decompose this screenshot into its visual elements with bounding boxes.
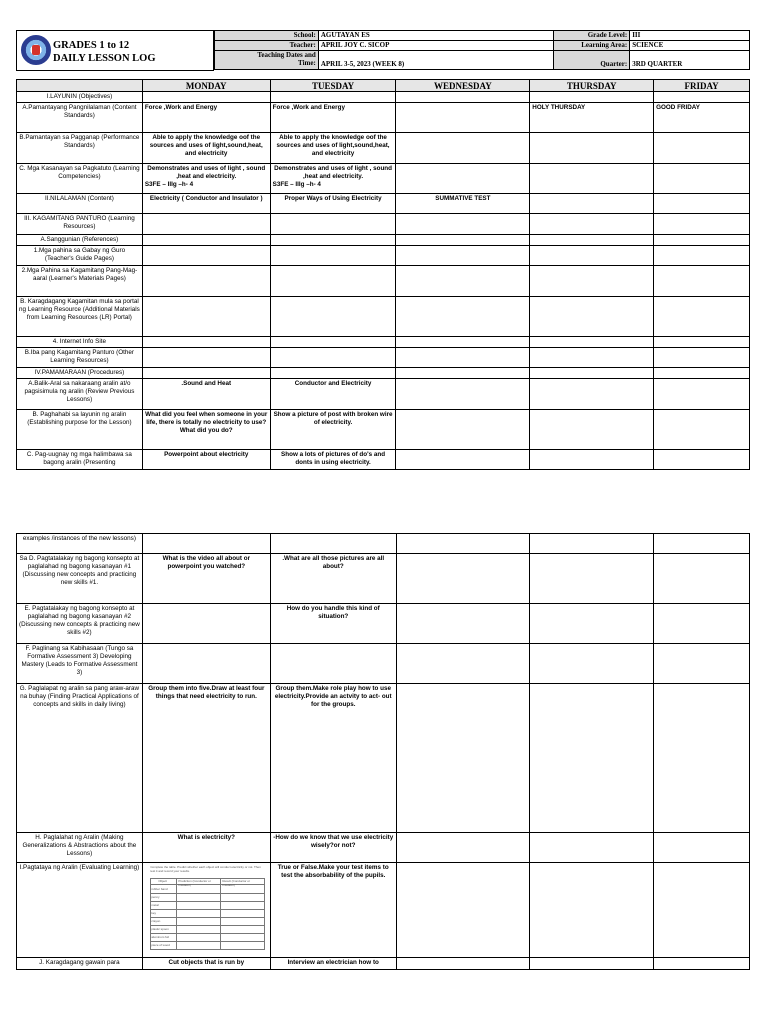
- thursday-cell: [530, 133, 654, 164]
- table-row: [17, 604, 750, 644]
- tuesday-cell: -How do we know that we use electricity wisely?or not?: [270, 833, 396, 863]
- table-row: [17, 133, 750, 164]
- wednesday-cell: [396, 450, 530, 470]
- friday-cell: [654, 554, 750, 604]
- thursday-cell: [530, 235, 654, 246]
- wednesday-cell: [396, 379, 530, 410]
- thursday-cell: [530, 684, 654, 833]
- wednesday-cell: [396, 214, 530, 235]
- friday-cell: [654, 604, 750, 644]
- friday-cell: [654, 246, 750, 266]
- thursday-cell: [530, 604, 654, 644]
- competency-text: Demonstrates and uses of light , sound ,heat and electricity.: [147, 165, 266, 180]
- friday-cell: [654, 92, 750, 103]
- row-label: I.Pagtataya ng Aralin (Evaluating Learning): [17, 863, 143, 958]
- tuesday-cell: Conductor and Electricity: [270, 379, 396, 410]
- row-label: G. Paglalapat ng aralin sa pang araw-araw na buhay (Finding Practical Applications of concepts and skills in daily living): [17, 684, 143, 833]
- row-label: B. Karagdagang Kagamitan mula sa portal ng Learning Resource (Additional Materials from Learning Resources (LR) Portal): [17, 297, 143, 337]
- monday-cell: Powerpoint about electricity: [142, 450, 270, 470]
- row-label: 4. Internet Info Site: [17, 337, 143, 348]
- thursday-cell: [530, 214, 654, 235]
- table-row: [17, 644, 750, 684]
- thursday-cell: [530, 450, 654, 470]
- wednesday-cell: [396, 266, 530, 297]
- tuesday-cell: [270, 164, 396, 194]
- monday-cell: [142, 297, 270, 337]
- wednesday-cell: [396, 410, 530, 450]
- worksheet-col-prediction: Prediction (Conductor or Insulator): [178, 879, 211, 887]
- tuesday-cell: Interview an electrician how to: [270, 958, 396, 970]
- day-wednesday: WEDNESDAY: [396, 80, 530, 92]
- friday-cell: [654, 348, 750, 368]
- tuesday-cell: [270, 235, 396, 246]
- tuesday-cell: Proper Ways of Using Electricity: [270, 194, 396, 214]
- school-label: School:: [215, 31, 319, 41]
- friday-cell: [654, 379, 750, 410]
- worksheet-col-result: Result (Conductor or Insulator): [222, 879, 250, 887]
- monday-cell: [142, 863, 270, 958]
- wednesday-cell: [396, 368, 530, 379]
- row-label: E. Pagtatalakay ng bagong konsepto at paglalahad ng bagong kasanayan #2 (Discussing new concepts & practicing new skills #2): [17, 604, 143, 644]
- wednesday-cell: [396, 833, 530, 863]
- row-label: J. Karagdagang gawain para: [17, 958, 143, 970]
- thursday-cell: [530, 863, 654, 958]
- table-row: [17, 194, 750, 214]
- monday-cell: [142, 337, 270, 348]
- grade-level-value: III: [630, 31, 750, 41]
- day-tuesday: TUESDAY: [270, 80, 396, 92]
- row-label: A.Balik-Aral sa nakaraang aralin at/o pagsisimula ng aralin (Review Previous Lessons): [17, 379, 143, 410]
- tuesday-cell: Able to apply the knowledge oof the sources and uses of light,sound,heat, and electricity: [270, 133, 396, 164]
- worksheet-instructions: Complete the table. Predict whether each object will conduct electricity or not. Then test it and record your results.: [150, 865, 261, 873]
- monday-cell: Cut objects that is run by: [142, 958, 270, 970]
- friday-cell: [654, 368, 750, 379]
- friday-cell: [654, 266, 750, 297]
- table-row: [17, 534, 750, 554]
- tuesday-cell: True or False.Make your test items to test the absorbability of the pupils.: [270, 863, 396, 958]
- day-friday: FRIDAY: [654, 80, 750, 92]
- learning-area-value: SCIENCE: [630, 41, 750, 51]
- friday-cell: [654, 863, 750, 958]
- friday-cell: [654, 534, 750, 554]
- competency-code: S3FE – IIIg –h- 4: [272, 181, 321, 188]
- table-row: [17, 92, 750, 103]
- tuesday-cell: [270, 266, 396, 297]
- monday-cell: [142, 604, 270, 644]
- row-label: C. Pag-uugnay ng mga halimbawa sa bagong aralin (Presenting: [17, 450, 143, 470]
- friday-cell: GOOD FRIDAY: [654, 103, 750, 133]
- tuesday-cell: Show a lots of pictures of do's and donts in using electricity.: [270, 450, 396, 470]
- day-monday: MONDAY: [142, 80, 270, 92]
- table-row: [17, 410, 750, 450]
- row-label: F. Paglinang sa Kabihasaan (Tungo sa Formative Assessment 3) Developing Mastery (Leads to Formative Assessment 3): [17, 644, 143, 684]
- thursday-cell: [530, 644, 654, 684]
- wednesday-cell: SUMMATIVE TEST: [396, 194, 530, 214]
- wednesday-cell: [396, 235, 530, 246]
- row-label: B. Paghahabi sa layunin ng aralin (Establishing purpose for the Lesson): [17, 410, 143, 450]
- thursday-cell: [530, 246, 654, 266]
- worksheet-item: plastic spoon: [151, 927, 169, 931]
- row-label: A.Sanggunian (References): [17, 235, 143, 246]
- grade-level-label: Grade Level:: [554, 31, 630, 41]
- table-row: [17, 103, 750, 133]
- lesson-grid-page2: [16, 533, 750, 970]
- monday-cell: [142, 214, 270, 235]
- monday-cell: [142, 246, 270, 266]
- monday-cell: [142, 164, 270, 194]
- learning-area-label: Learning Area:: [554, 41, 630, 51]
- evaluation-worksheet-image: [146, 864, 266, 952]
- tuesday-cell: [270, 297, 396, 337]
- thursday-cell: [530, 833, 654, 863]
- thursday-cell: HOLY THURSDAY: [530, 103, 654, 133]
- wednesday-cell: [396, 297, 530, 337]
- tuesday-cell: [270, 644, 396, 684]
- monday-cell: [142, 348, 270, 368]
- table-row: [17, 266, 750, 297]
- wednesday-cell: [396, 246, 530, 266]
- tuesday-cell: [270, 348, 396, 368]
- worksheet-item: crayon: [151, 919, 161, 923]
- form-title-line1: GRADES 1 to 12: [53, 40, 130, 51]
- row-label: Sa D. Pagtatalakay ng bagong konsepto at paglalahad ng bagong kasanayan #1 (Discussing new concepts and practicing new skills #1.: [17, 554, 143, 604]
- competency-code: S3FE – IIIg –h- 4: [144, 181, 194, 188]
- row-label: II.NILALAMAN (Content): [17, 194, 143, 214]
- thursday-cell: [530, 194, 654, 214]
- wednesday-cell: [396, 348, 530, 368]
- thursday-cell: [530, 337, 654, 348]
- worksheet-item: penny: [151, 895, 160, 899]
- competency-text: Demonstrates and uses of light , sound ,heat and electricity.: [274, 165, 393, 180]
- quarter-value: 3RD QUARTER: [630, 51, 750, 70]
- tuesday-cell: [270, 368, 396, 379]
- wednesday-cell: [396, 958, 530, 970]
- thursday-cell: [530, 410, 654, 450]
- teacher-value: APRIL JOY C. SICOP: [318, 41, 554, 51]
- row-label: III. KAGAMITANG PANTURO (Learning Resources): [17, 214, 143, 235]
- monday-cell: What is electricity?: [142, 833, 270, 863]
- monday-cell: [142, 368, 270, 379]
- day-thursday: THURSDAY: [530, 80, 654, 92]
- tuesday-cell: [270, 246, 396, 266]
- tuesday-cell: How do you handle this kind of situation?: [270, 604, 396, 644]
- wednesday-cell: [396, 164, 530, 194]
- worksheet-item: rubber band: [151, 887, 168, 891]
- table-row: [17, 246, 750, 266]
- wednesday-cell: [396, 92, 530, 103]
- wednesday-cell: [396, 133, 530, 164]
- monday-cell: What is the video all about or powerpoint you watched?: [142, 554, 270, 604]
- friday-cell: [654, 235, 750, 246]
- day-header-row: [17, 80, 750, 92]
- tuesday-cell: [270, 92, 396, 103]
- table-row: [17, 348, 750, 368]
- thursday-cell: [530, 379, 654, 410]
- table-row: [17, 164, 750, 194]
- friday-cell: [654, 958, 750, 970]
- worksheet-item: piece of wood: [151, 943, 170, 947]
- dates-label-line2: Time:: [298, 59, 316, 67]
- monday-cell: Group them into five.Draw at least four things that need electricity to run.: [142, 684, 270, 833]
- monday-cell: [142, 266, 270, 297]
- wednesday-cell: [396, 644, 530, 684]
- row-label: 2.Mga Pahina sa Kagamitang Pang-Mag-aaral (Learner's Materials Pages): [17, 266, 143, 297]
- friday-cell: [654, 337, 750, 348]
- friday-cell: [654, 684, 750, 833]
- thursday-cell: [530, 534, 654, 554]
- thursday-cell: [530, 266, 654, 297]
- wednesday-cell: [396, 604, 530, 644]
- table-row: [17, 450, 750, 470]
- tuesday-cell: [270, 337, 396, 348]
- form-title-line2: DAILY LESSON LOG: [53, 53, 156, 64]
- friday-cell: [654, 164, 750, 194]
- school-value: AGUTAYAN ES: [318, 31, 554, 41]
- wednesday-cell: [396, 863, 530, 958]
- friday-cell: [654, 297, 750, 337]
- row-label: H. Paglalahat ng Aralin (Making Generalizations & Abstractions about the Lessons): [17, 833, 143, 863]
- worksheet-col-object: Object: [158, 879, 167, 883]
- table-row: [17, 958, 750, 970]
- worksheet-item: key: [151, 911, 156, 915]
- table-row: [17, 337, 750, 348]
- teacher-label: Teacher:: [215, 41, 319, 51]
- monday-cell: [142, 534, 270, 554]
- monday-cell: [142, 644, 270, 684]
- table-row: [17, 554, 750, 604]
- monday-cell: What did you feel when someone in your life, there is totally no electricity to use? What did you do?: [142, 410, 270, 450]
- monday-cell: [142, 235, 270, 246]
- friday-cell: [654, 410, 750, 450]
- wednesday-cell: [396, 554, 530, 604]
- row-label: B.Pamantayan sa Pagganap (Performance Standards): [17, 133, 143, 164]
- worksheet-item: metal: [151, 903, 159, 907]
- wednesday-cell: [396, 337, 530, 348]
- row-label: IV.PAMAMARAAN (Procedures): [17, 368, 143, 379]
- table-row: [17, 297, 750, 337]
- table-row: [17, 235, 750, 246]
- friday-cell: [654, 133, 750, 164]
- monday-cell: Electricity ( Conductor and Insulator ): [142, 194, 270, 214]
- row-label: 1.Mga pahina sa Gabay ng Guro (Teacher's Guide Pages): [17, 246, 143, 266]
- friday-cell: [654, 214, 750, 235]
- row-label: A.Pamantayang Pangnilalaman (Content Standards): [17, 103, 143, 133]
- tuesday-cell: Show a picture of post with broken wire of electricity.: [270, 410, 396, 450]
- table-row: [17, 833, 750, 863]
- wednesday-cell: [396, 103, 530, 133]
- tuesday-cell: Group them.Make role play how to use electricity.Provide an actvity to act- out for the groups.: [270, 684, 396, 833]
- table-row: [17, 684, 750, 833]
- monday-cell: .Sound and Heat: [142, 379, 270, 410]
- tuesday-cell: .What are all those pictures are all about?: [270, 554, 396, 604]
- wednesday-cell: [396, 684, 530, 833]
- wednesday-cell: [396, 534, 530, 554]
- thursday-cell: [530, 297, 654, 337]
- row-label: B.Iba pang Kagamitang Panturo (Other Learning Resources): [17, 348, 143, 368]
- tuesday-cell: Force ,Work and Energy: [270, 103, 396, 133]
- friday-cell: [654, 833, 750, 863]
- header-logo-box: [16, 30, 214, 71]
- thursday-cell: [530, 92, 654, 103]
- dates-label: [215, 51, 319, 70]
- dates-value: APRIL 3-5, 2023 (WEEK 8): [318, 51, 554, 70]
- row-label: I.LAYUNIN (Objectives): [17, 92, 143, 103]
- tuesday-cell: [270, 214, 396, 235]
- thursday-cell: [530, 164, 654, 194]
- worksheet-item: aluminum foil: [151, 935, 169, 939]
- table-row: [17, 863, 750, 958]
- thursday-cell: [530, 348, 654, 368]
- friday-cell: [654, 644, 750, 684]
- monday-cell: Able to apply the knowledge oof the sources and uses of light,sound,heat, and electricity: [142, 133, 270, 164]
- row-label: C. Mga Kasanayan sa Pagkatuto (Learning Competencies): [17, 164, 143, 194]
- table-row: [17, 379, 750, 410]
- deped-seal-icon: [21, 35, 51, 65]
- thursday-cell: [530, 554, 654, 604]
- monday-cell: Force ,Work and Energy: [142, 103, 270, 133]
- quarter-label: Quarter:: [554, 51, 630, 70]
- lesson-info-table: [214, 30, 750, 70]
- thursday-cell: [530, 958, 654, 970]
- row-label: examples /instances of the new lessons): [17, 534, 143, 554]
- friday-cell: [654, 450, 750, 470]
- monday-cell: [142, 92, 270, 103]
- thursday-cell: [530, 368, 654, 379]
- tuesday-cell: [270, 534, 396, 554]
- dates-label-line1: Teaching Dates and: [257, 51, 316, 59]
- table-row: [17, 214, 750, 235]
- friday-cell: [654, 194, 750, 214]
- header-blank: [17, 80, 143, 92]
- table-row: [17, 368, 750, 379]
- lesson-grid-page1: [16, 79, 750, 470]
